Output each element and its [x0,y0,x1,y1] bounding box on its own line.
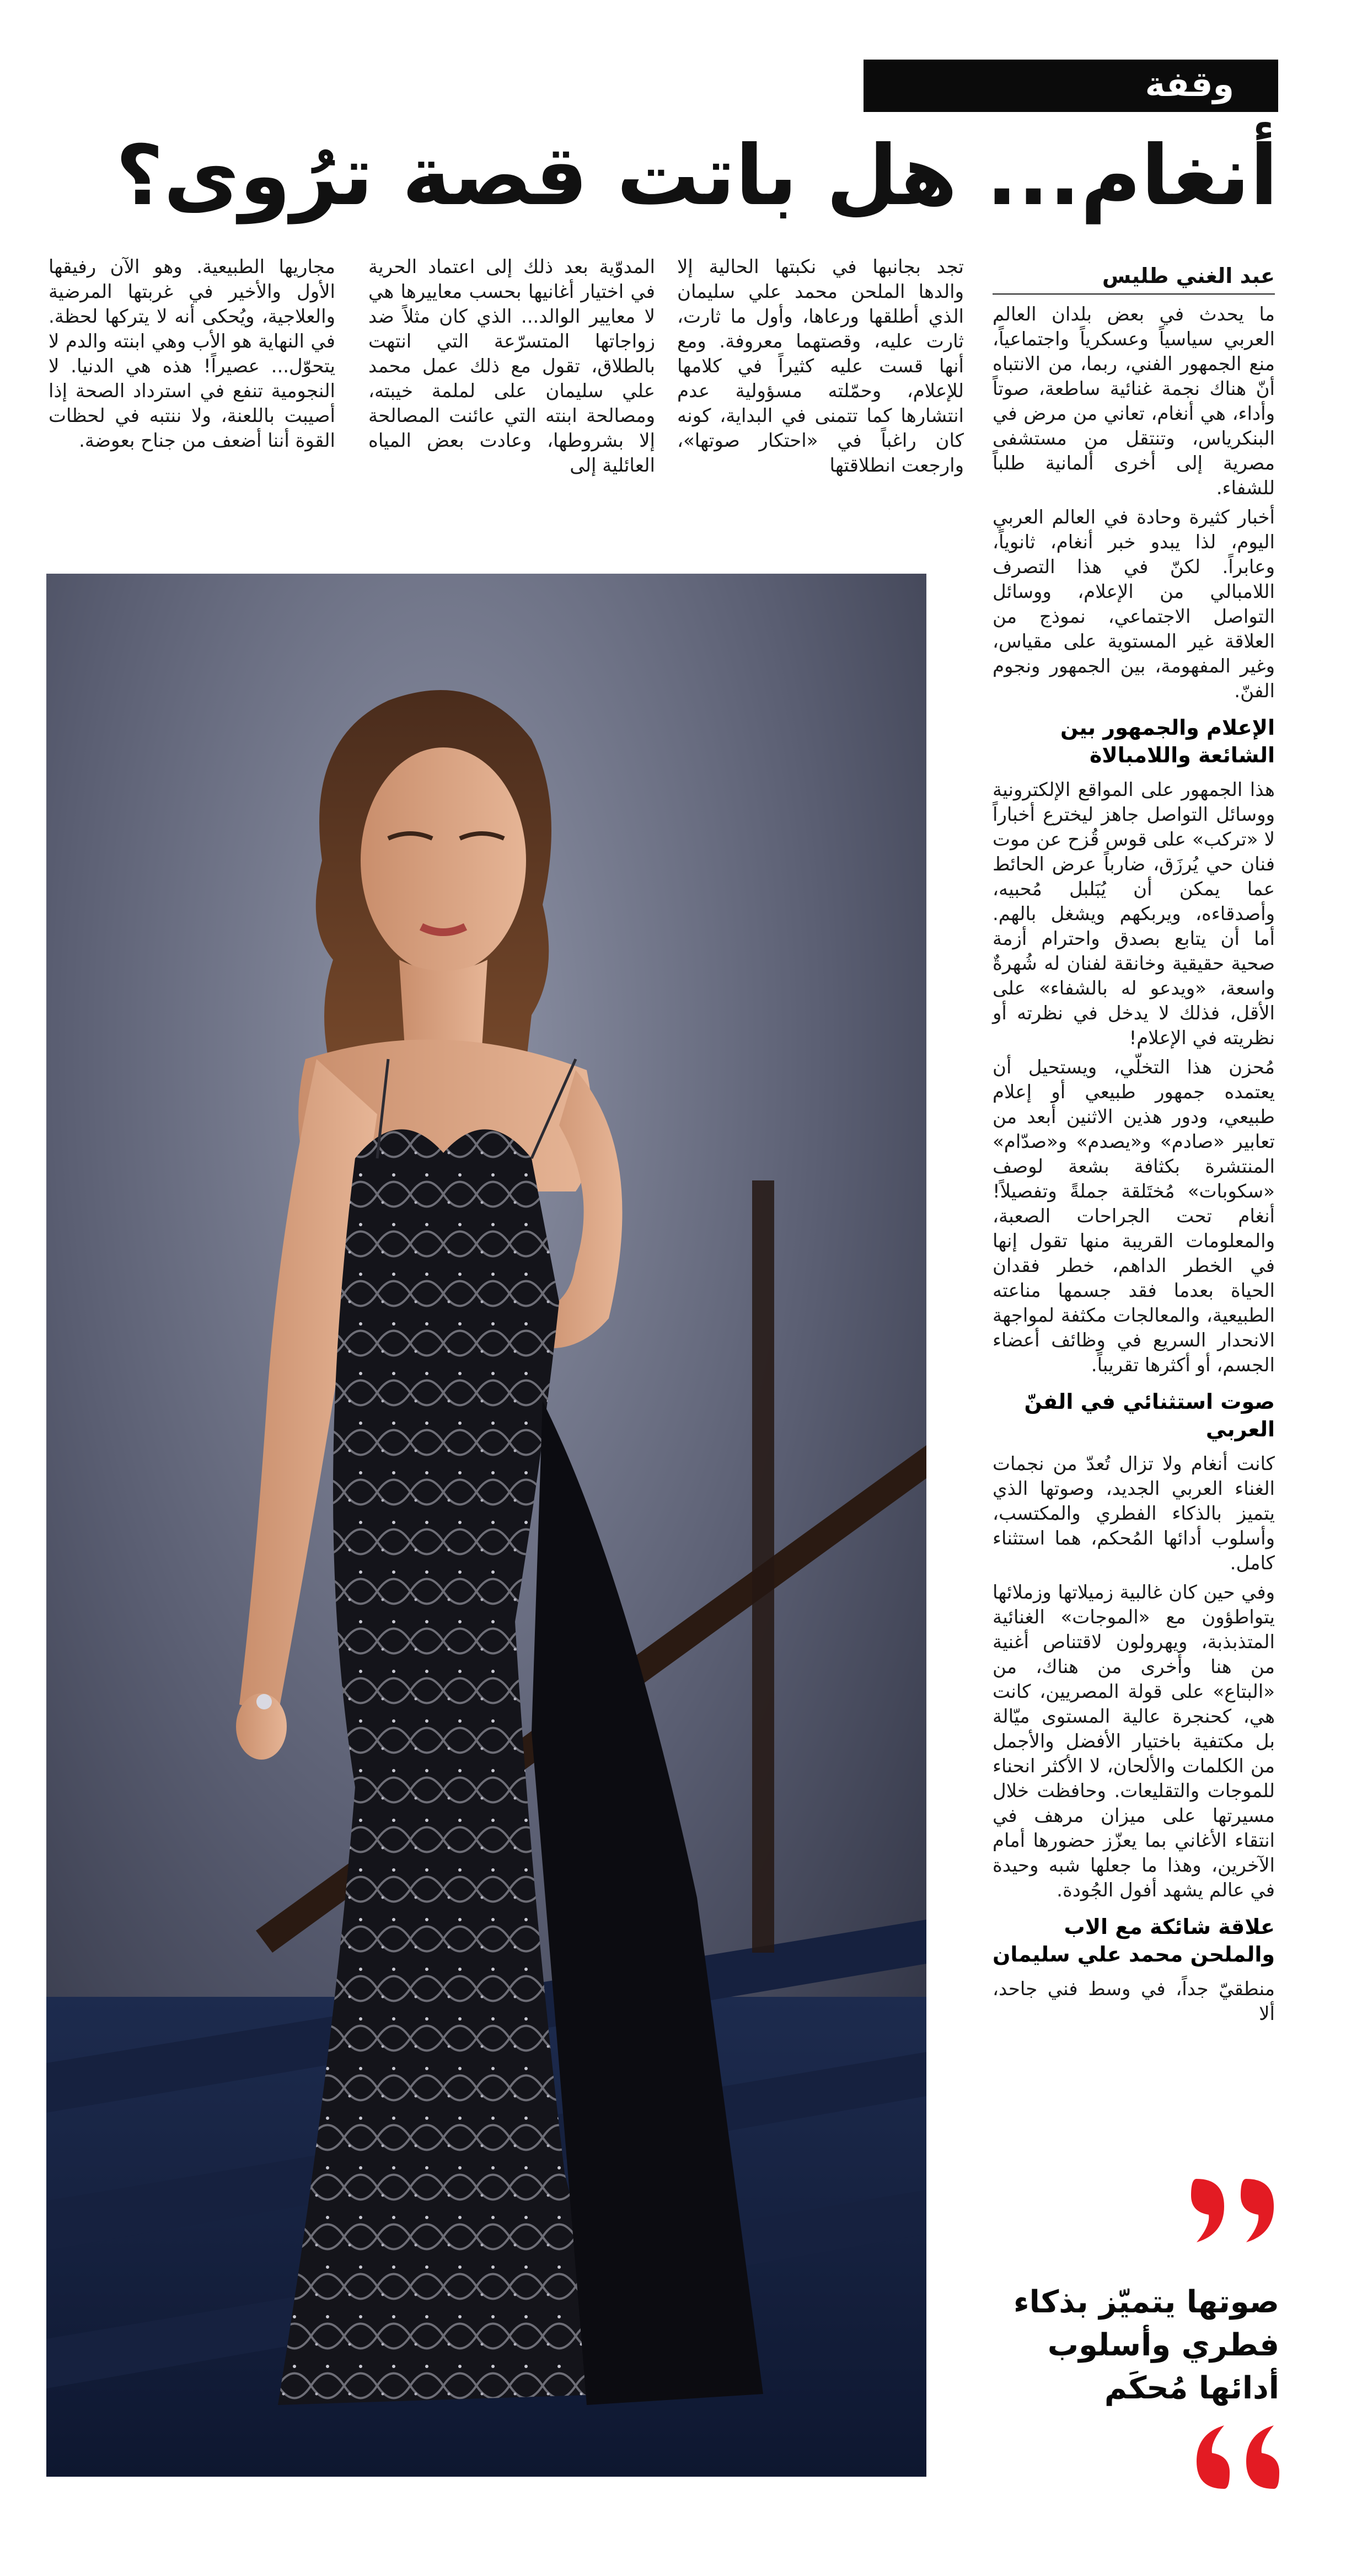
article-column-top-3 [49,255,335,458]
paragraph: وفي حين كان غالبية زميلاتها وزملائها يتواطؤون مع «الموجات» الغنائية المتذبذبة، ويهرولون لاقتناص أغنية من هنا وأخرى من هناك، من «البتاع» على قولة المصريين، كانت هي، كحنجرة عالية المستوى ميّالة بل مكتفية باختيار الأفضل والأجمل من الكلمات والألحان، لا الأكثر انحناء للموجات والتقليعات. وحافظت خلال مسيرتها على ميزان مرهف في انتقاء الأغاني بما يعزّز حضورها أمام الآخرين، وهذا ما جعلها شبه وحيدة في عالم يشهد أفول الجُودة. [993,1581,1275,1901]
paragraph: منطقيّ جداً، في وسط فني جاحد، ألا [993,1978,1275,2025]
singer-photo [46,574,926,2477]
paragraph: مجاريها الطبيعية. وهو الآن رفيقها الأول والأخير في غربتها المرضية والعلاجية، ويُحكى أنه لا يتركها لحظة. في النهاية هو الأب وهي ابنته والدم لا يتحوّل... عصيراً! هذه هي الدنيا. لا النجومية تنفع في استرداد الصحة إذا أصيبت باللعنة، ولا ننتبه في لحظات القوة أننا أضعف من جناح بعوضة. [49,256,335,452]
section-tab [864,60,1278,112]
subheading: صوت استثنائي في الفنّ العربي [1024,1389,1275,1441]
pull-quote: صوتها يتميّز بذكاء فطري وأسلوب أدائها مُحكَم [1014,2284,1279,2406]
paragraph: كانت أنغام ولا تزال تُعدّ من نجمات الغناء العربي الجديد، وصوتها الذي يتميز بالذكاء الفطري والمكتسب، وأسلوب أدائها المُحكم، هما استثناء كامل. [993,1453,1275,1574]
article-column-top-2 [368,255,655,483]
paragraph: أخبار كثيرة وحادة في العالم العربي اليوم، لذا يبدو خبر أنغام، ثانوياً، وعابراً. لكنّ في هذا التصرف اللامبالي من الإعلام، ووسائل التواصل الاجتماعي، نموذج من العلاقة غير المستوية على مقياس، وغير المفهومة، بين الجمهور ونجوم الفنّ. [993,506,1275,702]
paragraph: المدوّية بعد ذلك إلى اعتماد الحرية في اختيار أغانيها بحسب معاييرها هي لا معايير الوالد... الذي كان مثلاً ضد زواجاتها المتسرّعة التي انتهت بالطلاق، تقول مع ذلك عمل محمد علي سليمان على لملمة خيبته، ومصالحة ابنته التي عائنت المصالحة إلا بشروطها، وعادت بعض المياه العائلية إلى [368,256,655,477]
paragraph: ما يحدث في بعض بلدان العالم العربي سياسياً وعسكرياً واجتماعياً، منع الجمهور الفني، ربما، من الانتباه أنّ هناك نجمة غنائية ساطعة، صوتاً وأداء، هي أنغام، تعاني من مرض في البنكرياس، وتنتقل من مستشفى مصرية إلى أخرى ألمانية طلباً للشفاء. [993,303,1275,499]
headline: أنغام... هل باتت قصة ترُوى؟ [115,128,1278,224]
quote-open-icon [1186,2173,1285,2245]
quote-close-icon [1186,2423,1285,2494]
section-label: وقفة [1145,64,1234,104]
subheading: علاقة شائكة مع الاب والملحن محمد علي سليمان [993,1915,1275,1966]
author-byline: عبد الغني طليس [993,264,1275,295]
article-column-right [993,302,1275,2031]
subheading: الإعلام والجمهور بين الشائعة واللامبالاة [1060,715,1275,767]
paragraph: هذا الجمهور على المواقع الإلكترونية ووسائل التواصل جاهز ليخترع أخباراً لا «تركب» على قوس قُزح عن موت فنان حي يُرزَق، ضارباً عرض الحائط عما يمكن أن يُبَلبل مُحبيه، وأصدقاءه، ويربكهم ويشغل بالهم. أما أن يتابع بصدق واحترام أزمة صحية حقيقية وخانقة لفنان له شُهرةٌ واسعة، «ويدعو له بالشفاء» على الأقل، فذلك لا يدخل في نظرته أو نظريته في الإعلام! [993,779,1275,1049]
portrait-illustration [46,574,926,2477]
paragraph: مُحزن هذا التخلّي، ويستحيل أن يعتمده جمهور طبيعي أو إعلام طبيعي، ودور هذين الاثنين أبعد من تعابير «صادم» و«يصدم» و«صدّام» المنتشرة بكثافة بشعة لوصف «سكوبات» مُختَلقة جملةً وتفصيلاً! أنغام تحت الجراحات الصعبة، والمعلومات القريبة منها تقول إنها في الخطر الداهم، خطر فقدان الحياة بعدما فقد جسمها مناعته الطبيعية، والمعالجات مكثفة لمواجهة الانحدار السريع في وظائف أعضاء الجسم، أو أكثرها تقريباً. [993,1056,1275,1376]
article-column-top-1 [677,255,964,483]
paragraph: تجد بجانبها في نكبتها الحالية إلا والدها الملحن محمد علي سليمان الذي أطلقها ورعاها، وأول ما ثارت، ثارت عليه، وقصتهما معروفة. ومع أنها قست عليه كثيراً في كلامها للإعلام، وحمّلته مسؤولية عدم انتشارها كما تتمنى في البداية، كونه كان راغباً في «احتكار صوتها»، وارجعت انطلاقتها [677,256,964,477]
